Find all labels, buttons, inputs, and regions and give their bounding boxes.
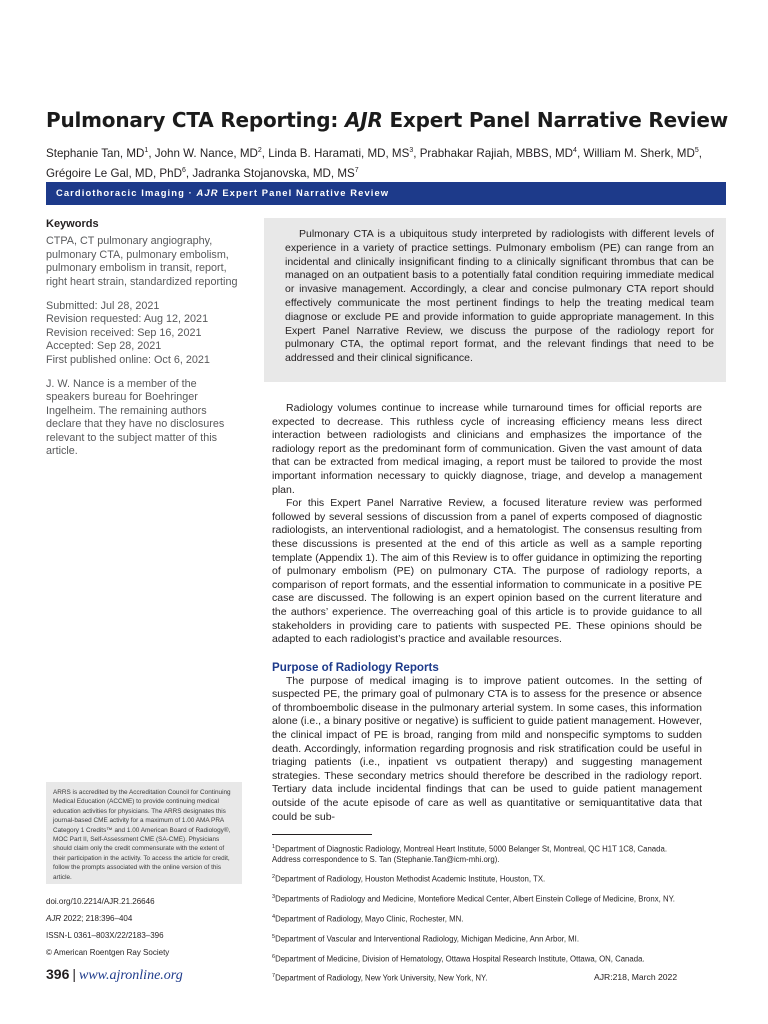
article-history <box>46 300 242 367</box>
issn: ISSN-L 0361–803X/22/2183–396 <box>46 931 164 940</box>
article-body <box>272 402 702 824</box>
published-date: First published online: Oct 6, 2021 <box>46 353 210 366</box>
body-paragraph: For this Expert Panel Narrative Review, a focused literature review was performed followed by several sessions of discussion from a panel of experts composed of diagnostic radiologists, an interventional radiologist, and a hematologist. The consensus resulting from these discussions is presented at the end of this article as well as a sample reporting template (Appendix 1). The aim of this Review is to offer guidance in optimizing the reporting of pulmonary embolism (PE) on pulmonary CTA. The purpose of radiology reports, a comparison of report formats, and the essential information to communicate in a positive PE case are discussed. The following is an expert opinion based on the current literature and the authors’ experience. The overreaching goal of this article is to provide guidance to all stakeholders in providing care to patients with suspected PE. These opinions should be adapted to each radiologist’s practice and available resources. <box>272 497 702 646</box>
citation: AJR 2022; 218:396–404 <box>46 914 133 923</box>
page-footer <box>46 966 183 984</box>
author: Linda B. Haramati, MD, $MS^3$, <box>268 146 420 160</box>
affiliation: $^4$Department of Radiology, Mayo Clinic, Rochester, MN. <box>272 913 464 924</box>
keywords-heading: Keywords <box>46 218 99 230</box>
affiliations <box>272 842 712 991</box>
page-number: 396 <box>46 966 70 982</box>
section-heading: Purpose of Radiology Reports <box>272 660 439 674</box>
abstract-box <box>264 218 726 382</box>
body-paragraph: The purpose of medical imaging is to improve patient outcomes. In the setting of suspected PE, the primary goal of pulmonary CTA is to assess for the presence or absence of thromboembolic disease in the pulmonary arterial system. In some cases, this information alone (i.e., a binary positive or negative) is sufficient to guide patient management. However, the clinical impact of PE is broad, ranging from mild and nonspecific symptoms to sudden death. Accordingly, information regarding prognosis and risk stratification could be useful in triaging patients (i.e., inpatient vs outpatient therapy) and suggesting management strategies. These secondary metrics should therefore be described in the radiology report. Tertiary data include incidental findings that can be used to guide patient management outside of the acute episode of care as well as quantitative or semiquantitative data that could be sub- <box>272 674 702 823</box>
copyright: © American Roentgen Ray Society <box>46 948 170 957</box>
cme-text: ARRS is accredited by the Accreditation Council for Continuing Medical Education (ACCME) to provide continuing medical education activities for physicians. The ARRS designates this journal-based CME activity for a maximum of 1.00 AMA PRA Category 1 Credits™ and 1.00 American Board of Radiology®, MOC Part II, Self-Assessment CME (SA-CME). Physicians should claim only the credit commensurate with the extent of their participation in the activity. To access the article for credit, follow the prompts associated with the online version of this article. <box>53 789 231 881</box>
author: William M. Sherk, $MD^5$, <box>583 146 702 160</box>
cme-box <box>46 782 242 884</box>
submitted-date: Submitted: Jul 28, 2021 <box>46 300 160 313</box>
correspondence: Address correspondence to S. Tan (Stephanie.Tan@icm-mhi.org). <box>272 855 500 865</box>
affiliation: $^1$Department of Diagnostic Radiology, Montreal Heart Institute, 5000 Belanger St, Montreal, QC H1T 1C8, Canada. Address correspondence to S. Tan (Stephanie.Tan@icm-mhi.org). <box>272 844 667 865</box>
author: John W. Nance, $MD^2$, <box>154 146 269 160</box>
author: Prabhakar Rajiah, MBBS, $MD^4$, <box>419 146 584 160</box>
affiliation: $^3$Departments of Radiology and Medicine, Montefiore Medical Center, Albert Einstein College of Medicine, Bronx, NY. <box>272 894 675 904</box>
author: Stephanie Tan, $MD^1$, <box>46 146 155 160</box>
revision-requested-date: Revision requested: Aug 12, 2021 <box>46 313 209 326</box>
issue-info: AJR:218, March 2022 <box>594 972 678 982</box>
author-list <box>46 142 736 183</box>
sidebar <box>46 218 242 470</box>
abstract-text: Pulmonary CTA is a ubiquitous study interpreted by radiologists with different levels of experience in a variety of practice settings. Pulmonary embolism (PE) can range from an incidental and clinically insignificant finding to a clinically significant thrombus that can be managed on an outpatient basis to a potentially fatal condition requiring immediate medical or invasive management. Accordingly, a clear and concise pulmonary CTA report should effectively communicate the most pertinent findings to help the treating medical team diagnose or exclude PE and provide information to guide appropriate management. In this Expert Panel Narrative Review, we discuss the purpose of the radiology report for pulmonary CTA, the optimal report format, and the relevant findings that need to be addressed and their clinical significance. <box>285 228 714 365</box>
revision-received-date: Revision received: Sep 16, 2021 <box>46 326 202 339</box>
disclosure-statement: J. W. Nance is a member of the speakers bureau for Boehringer Ingelheim. The remaining authors declare that they have no disclosures relevant to the subject matter of this article. <box>46 378 225 458</box>
article-title: Pulmonary CTA Reporting: AJR Expert Panel Narrative Review <box>46 108 729 132</box>
affiliation: $^7$Department of Radiology, New York University, New York, NY. <box>272 973 488 983</box>
body-paragraph: Radiology volumes continue to increase while turnaround times for official reports are expected to decrease. This ruthless cycle of increasing efficiency means less direct interaction between radiologists and clinicians and emphasizes the importance of the radiology report as the predominant form of communication. Given the vast amount of data that can be extracted from medical imaging, a report must be tailored to provide the most important information necessary to quickly diagnose, triage, and develop a management plan. <box>272 402 702 496</box>
affiliation: $^2$Department of Radiology, Houston Methodist Academic Institute, Houston, TX. <box>272 874 546 884</box>
accepted-date: Accepted: Sep 28, 2021 <box>46 340 162 353</box>
keywords-list: CTPA, CT pulmonary angiography, pulmonary CTA, pulmonary embolism, pulmonary embolism in transit, report, right heart strain, standardized reporting <box>46 235 238 288</box>
doi-link[interactable]: doi.org/10.2214/AJR.21.26646 <box>46 897 155 906</box>
article-metadata <box>46 893 242 961</box>
section-banner <box>46 182 726 205</box>
affiliation: $^6$Department of Medicine, Division of Hematology, Ottawa Hospital Research Institute, Ottawa, ON, Canada. <box>272 953 645 964</box>
journal-name: AJR <box>344 108 383 132</box>
journal-website-link[interactable]: www.ajronline.org <box>79 968 183 983</box>
affiliation: $^5$Department of Vascular and Interventional Radiology, Michigan Medicine, Ann Arbor, MI. <box>272 933 580 944</box>
author: Jadranka Stojanovska, MD, $MS^7$ <box>192 167 359 181</box>
footnote-divider <box>272 834 372 835</box>
footer-separator: | <box>72 966 76 982</box>
section-label: Cardiothoracic Imaging · AJR Expert Panel Narrative Review <box>56 187 390 198</box>
author: Grégoire Le Gal, MD, PhD$^6$, <box>46 167 193 181</box>
